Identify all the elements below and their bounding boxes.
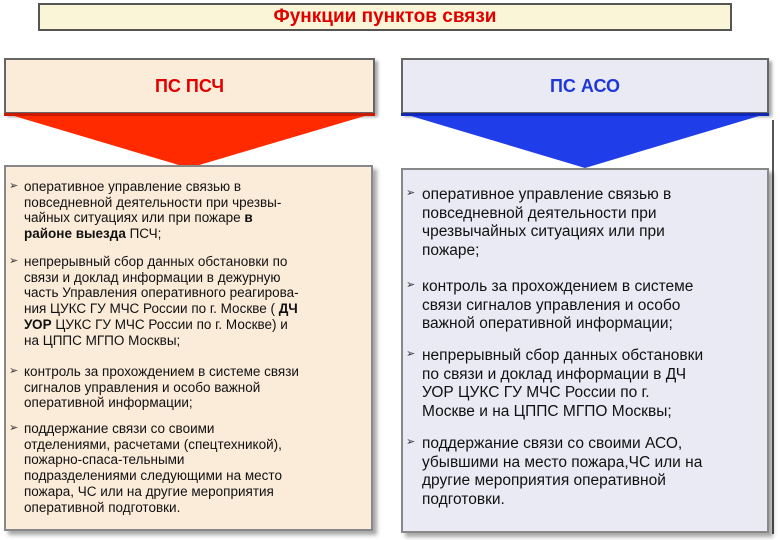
blue-down-arrow	[401, 113, 769, 169]
right-header-label: ПС АСО	[549, 75, 621, 96]
item-text: поддержание связи со своими отделениями, расчетами (спецтехникой), пожарно-спаса-тельными подразделениями следующими на место пожара, ЧС или на другие мероприятия оперативной подготовки.	[24, 421, 282, 515]
item-text-end: ЦУКС ГУ МЧС России по г. Москве) и на ЦППС МГПО Москвы;	[24, 316, 288, 348]
item-text: непрерывный сбор данных обстановки по связи и доклад информации в дежурную часть Управления оперативного реагирова- ния ЦУКС ГУ МЧС России по г. Москве (	[24, 254, 299, 317]
red-down-arrow	[4, 113, 375, 169]
item-text: контроль за прохождением в системе связи сигналов управления и особо важной оперативной информации;	[422, 278, 694, 332]
item-text: контроль за прохождением в системе связи сигналов управления и особо важной оперативной информации;	[24, 364, 299, 411]
right-edge-line	[772, 120, 774, 534]
right-header	[401, 58, 769, 114]
title-banner	[38, 3, 732, 31]
arrow-bullet-icon: ➢	[9, 365, 19, 377]
left-panel	[4, 165, 373, 531]
right-panel	[401, 168, 769, 533]
item-text: непрерывный сбор данных обстановки по связи и доклад информации в ДЧ УОР ЦУКС ГУ МЧС России по г. Москве и на ЦППС МГПО Москвы;	[422, 347, 704, 420]
item-text: оперативное управление связью в повседневной деятельности при чрезвы- чайных ситуациях или при пожаре	[24, 179, 282, 226]
arrow-bullet-icon: ➢	[406, 348, 416, 360]
item-text-end: ПСЧ;	[125, 226, 162, 242]
arrow-bullet-icon: ➢	[406, 187, 416, 199]
left-header-label: ПС ПСЧ	[154, 75, 225, 96]
item-bold-text: ДЧ УОР	[24, 301, 298, 332]
arrow-bullet-icon: ➢	[9, 255, 19, 267]
item-text: поддержание связи со своими АСО, убывшими на место пожара,ЧС или на другие мероприятия оперативной подготовки.	[422, 435, 703, 508]
item-text: оперативное управление связью в повседневной деятельности при чрезвычайных ситуациях или при пожаре;	[422, 186, 672, 259]
arrow-bullet-icon: ➢	[9, 422, 19, 434]
arrow-bullet-icon: ➢	[9, 180, 19, 192]
item-bold-text: в районе выезда	[24, 210, 253, 242]
arrow-bullet-icon: ➢	[406, 279, 416, 291]
arrow-bullet-icon: ➢	[406, 436, 416, 448]
page-title: Функции пунктов связи	[273, 6, 497, 27]
left-header	[4, 58, 375, 114]
